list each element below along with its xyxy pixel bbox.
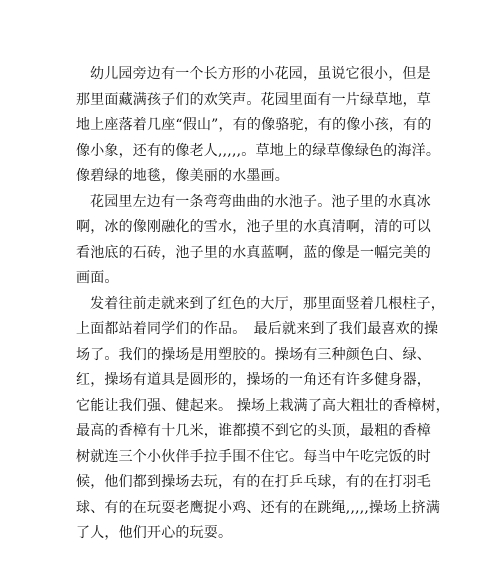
text-line: 那里面藏满孩子们的欢笑声。花园里面有一片绿草地，草 — [76, 91, 431, 108]
text-line: 花园里左边有一条弯弯曲曲的水池子。池子里的水真冰 — [90, 193, 431, 210]
text-line: 发着往前走就来到了红色的大厅，那里面竖着几根柱子， — [90, 295, 445, 312]
text-line: 最高的香樟有十几米，谁都摸不到它的头顶，最粗的香樟 — [76, 423, 431, 439]
text-line: 地上座落着几座“假山”，有的像骆驼，有的像小孩，有的 — [76, 117, 432, 133]
text-line: 了人，他们开心的玩耍。 — [76, 525, 233, 541]
paragraph-pond — [76, 190, 431, 292]
text-line: 像小象，还有的像老人,,,,,。草地上的绿草像绿色的海洋。 — [76, 142, 441, 159]
text-line: 像碧绿的地毯，像美丽的水墨画。 — [76, 168, 289, 184]
document-body — [76, 62, 450, 547]
text-line: 红，操场有道具是圆形的，操场的一角还有许多健身器， — [76, 372, 431, 388]
text-line: 它能让我们强、健起来。 操场上栽满了高大粗壮的香樟树， — [76, 397, 450, 414]
paragraph-playground — [76, 292, 450, 547]
text-line: 候，他们都到操场去玩，有的在打乒乓球，有的在打羽毛 — [76, 474, 431, 490]
text-line: 画面。 — [76, 270, 119, 286]
text-line: 场了。我们的操场是用塑胶的。操场有三种颜色白、绿、 — [76, 346, 431, 363]
paragraph-garden — [76, 62, 441, 190]
text-line: 上面都站着同学们的作品。 最后就来到了我们最喜欢的操 — [76, 321, 439, 337]
text-line: 树就连三个小伙伴手拉手围不住它。每当中午吃完饭的时 — [76, 448, 431, 465]
text-line: 球、有的在玩耍老鹰捉小鸡、还有的在跳绳,,,,,操场上挤满 — [76, 499, 441, 516]
text-line: 啊，冰的像刚融化的雪水，池子里的水真清啊，清的可以 — [76, 219, 431, 235]
text-line: 看池底的石砖，池子里的水真蓝啊，蓝的像是一幅完美的 — [76, 244, 431, 261]
text-line: 幼儿园旁边有一个长方形的小花园，虽说它很小，但是 — [90, 66, 431, 82]
